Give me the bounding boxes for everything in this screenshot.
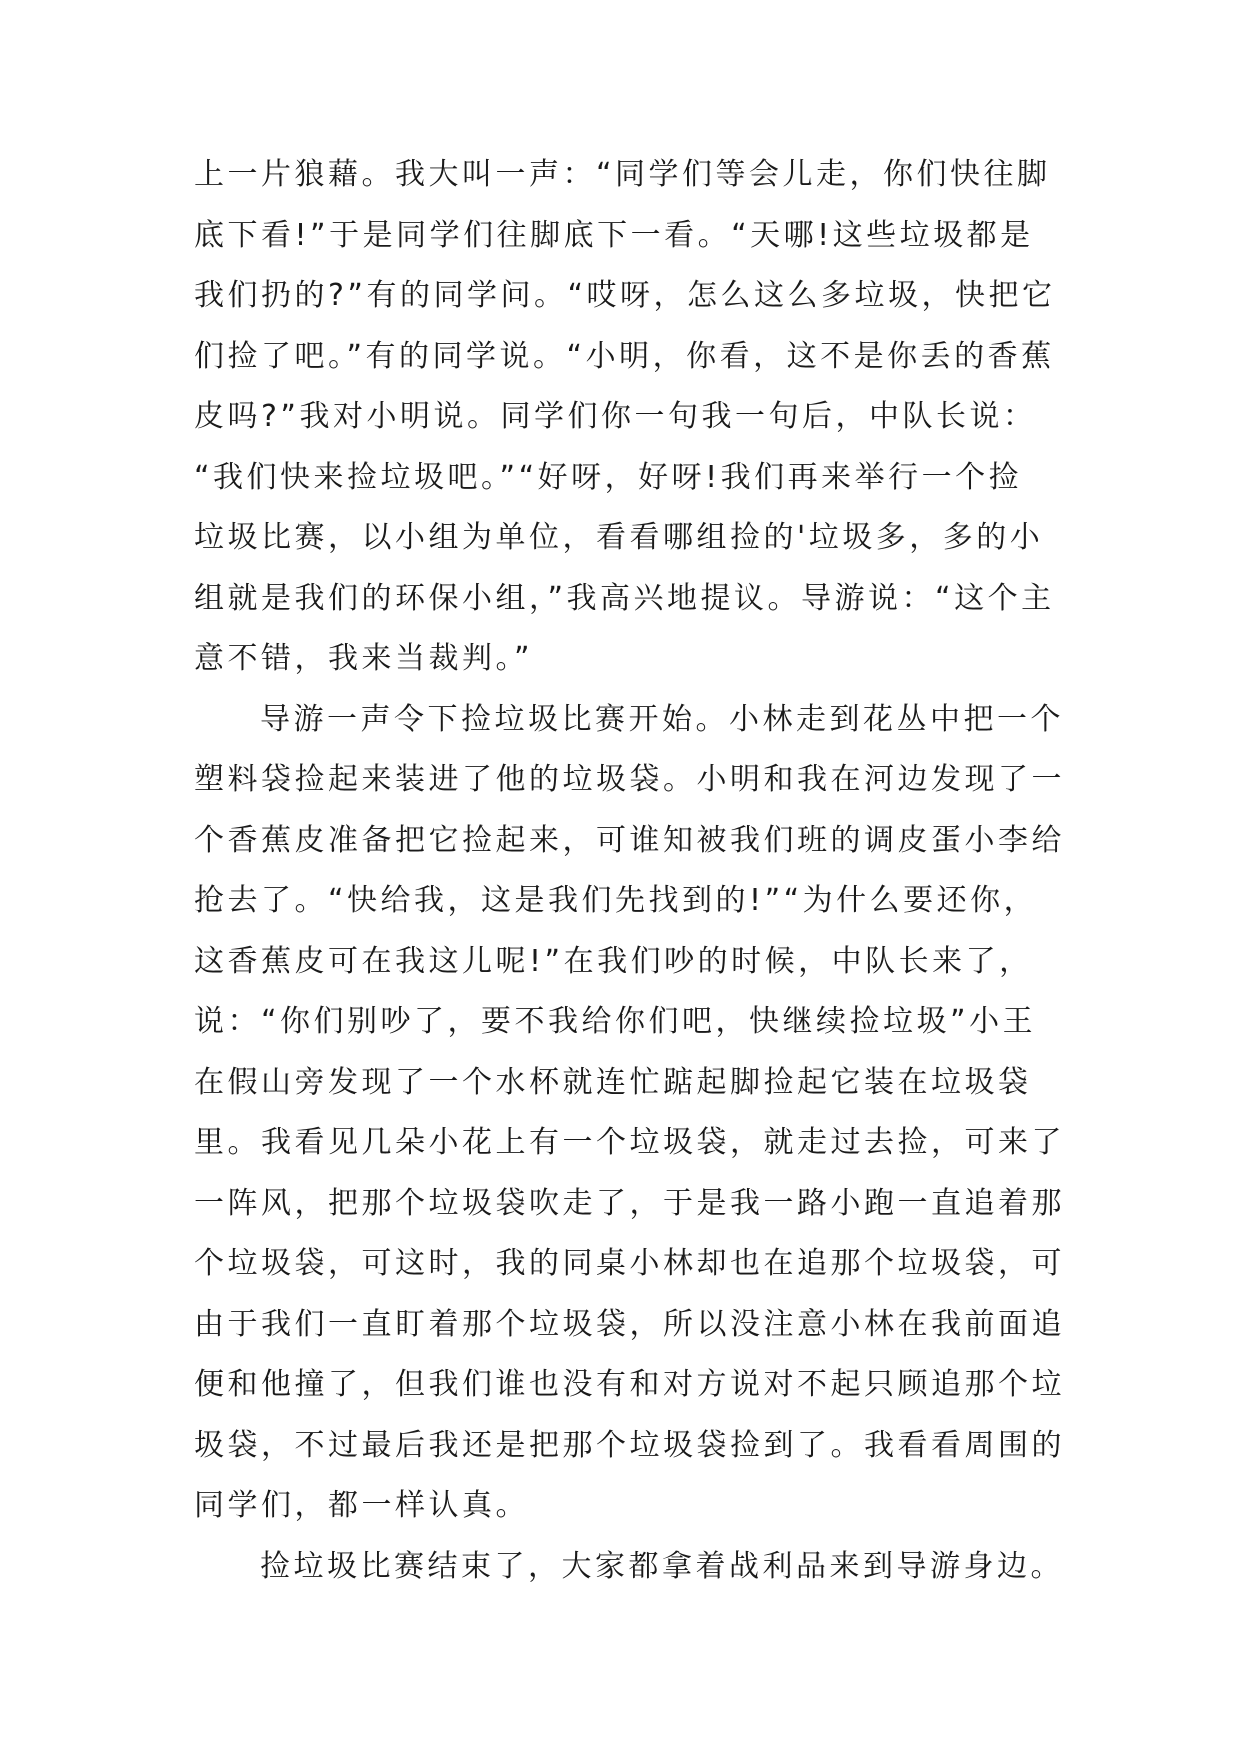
body-text xyxy=(194,145,1094,1597)
text-line: 同学们，都一样认真。 xyxy=(194,1488,529,1523)
text-line: 在假山旁发现了一个水杯就连忙踮起脚捡起它装在垃圾袋 xyxy=(194,1064,1032,1100)
text-line: 圾袋，不过最后我还是把那个垃圾袋捡到了。我看看周围的 xyxy=(194,1427,1065,1463)
text-line: 便和他撞了，但我们谁也没有和对方说对不起只顾追那个垃 xyxy=(194,1367,1065,1402)
paragraph-start-line: 捡垃圾比赛结束了，大家都拿着战利品来到导游身边。 xyxy=(260,1548,1064,1584)
text-line: 皮吗?”我对小明说。同学们你一句我一句后，中队长说： xyxy=(194,399,1037,434)
text-line: 我们扔的?”有的同学问。“哎呀，怎么这么多垃圾，快把它 xyxy=(194,278,1056,313)
text-line: 里。我看见几朵小花上有一个垃圾袋，就走过去捡，可来了 xyxy=(194,1125,1065,1160)
text-line: 一阵风，把那个垃圾袋吹走了，于是我一路小跑一直追着那 xyxy=(194,1185,1065,1221)
text-line: 们捡了吧。”有的同学说。“小明，你看，这不是你丢的香蕉 xyxy=(194,338,1055,374)
text-line: 组就是我们的环保小组，”我高兴地提议。导游说：“这个主 xyxy=(194,580,1055,616)
text-line: 意不错，我来当裁判。” xyxy=(194,641,534,676)
text-line: 个香蕉皮准备把它捡起来，可谁知被我们班的调皮蛋小李给 xyxy=(194,822,1065,858)
text-line: 个垃圾袋，可这时，我的同桌小林却也在追那个垃圾袋，可 xyxy=(194,1246,1065,1281)
text-line: 由于我们一直盯着那个垃圾袋，所以没注意小林在我前面追 xyxy=(194,1306,1065,1342)
text-line: 抢去了。“快给我，这是我们先找到的!”“为什么要还你， xyxy=(194,883,1038,918)
text-line: 说：“你们别吵了，要不我给你们吧，快继续捡垃圾”小王 xyxy=(194,1004,1037,1039)
text-line: 塑料袋捡起来装进了他的垃圾袋。小明和我在河边发现了一 xyxy=(194,762,1065,797)
text-line: 底下看!”于是同学们往脚底下一看。“天哪!这些垃圾都是 xyxy=(194,217,1034,253)
paragraph-start-line: 导游一声令下捡垃圾比赛开始。小林走到花丛中把一个 xyxy=(260,701,1064,737)
text-line: 上一片狼藉。我大叫一声：“同学们等会儿走，你们快往脚 xyxy=(194,157,1051,192)
text-line: “我们快来捡垃圾吧。”“好呀，好呀!我们再来举行一个捡 xyxy=(194,459,1023,495)
text-line: 垃圾比赛，以小组为单位，看看哪组捡的'垃圾多，多的小 xyxy=(194,520,1044,555)
text-line: 这香蕉皮可在我这儿呢!”在我们吵的时候，中队长来了， xyxy=(194,943,1033,979)
